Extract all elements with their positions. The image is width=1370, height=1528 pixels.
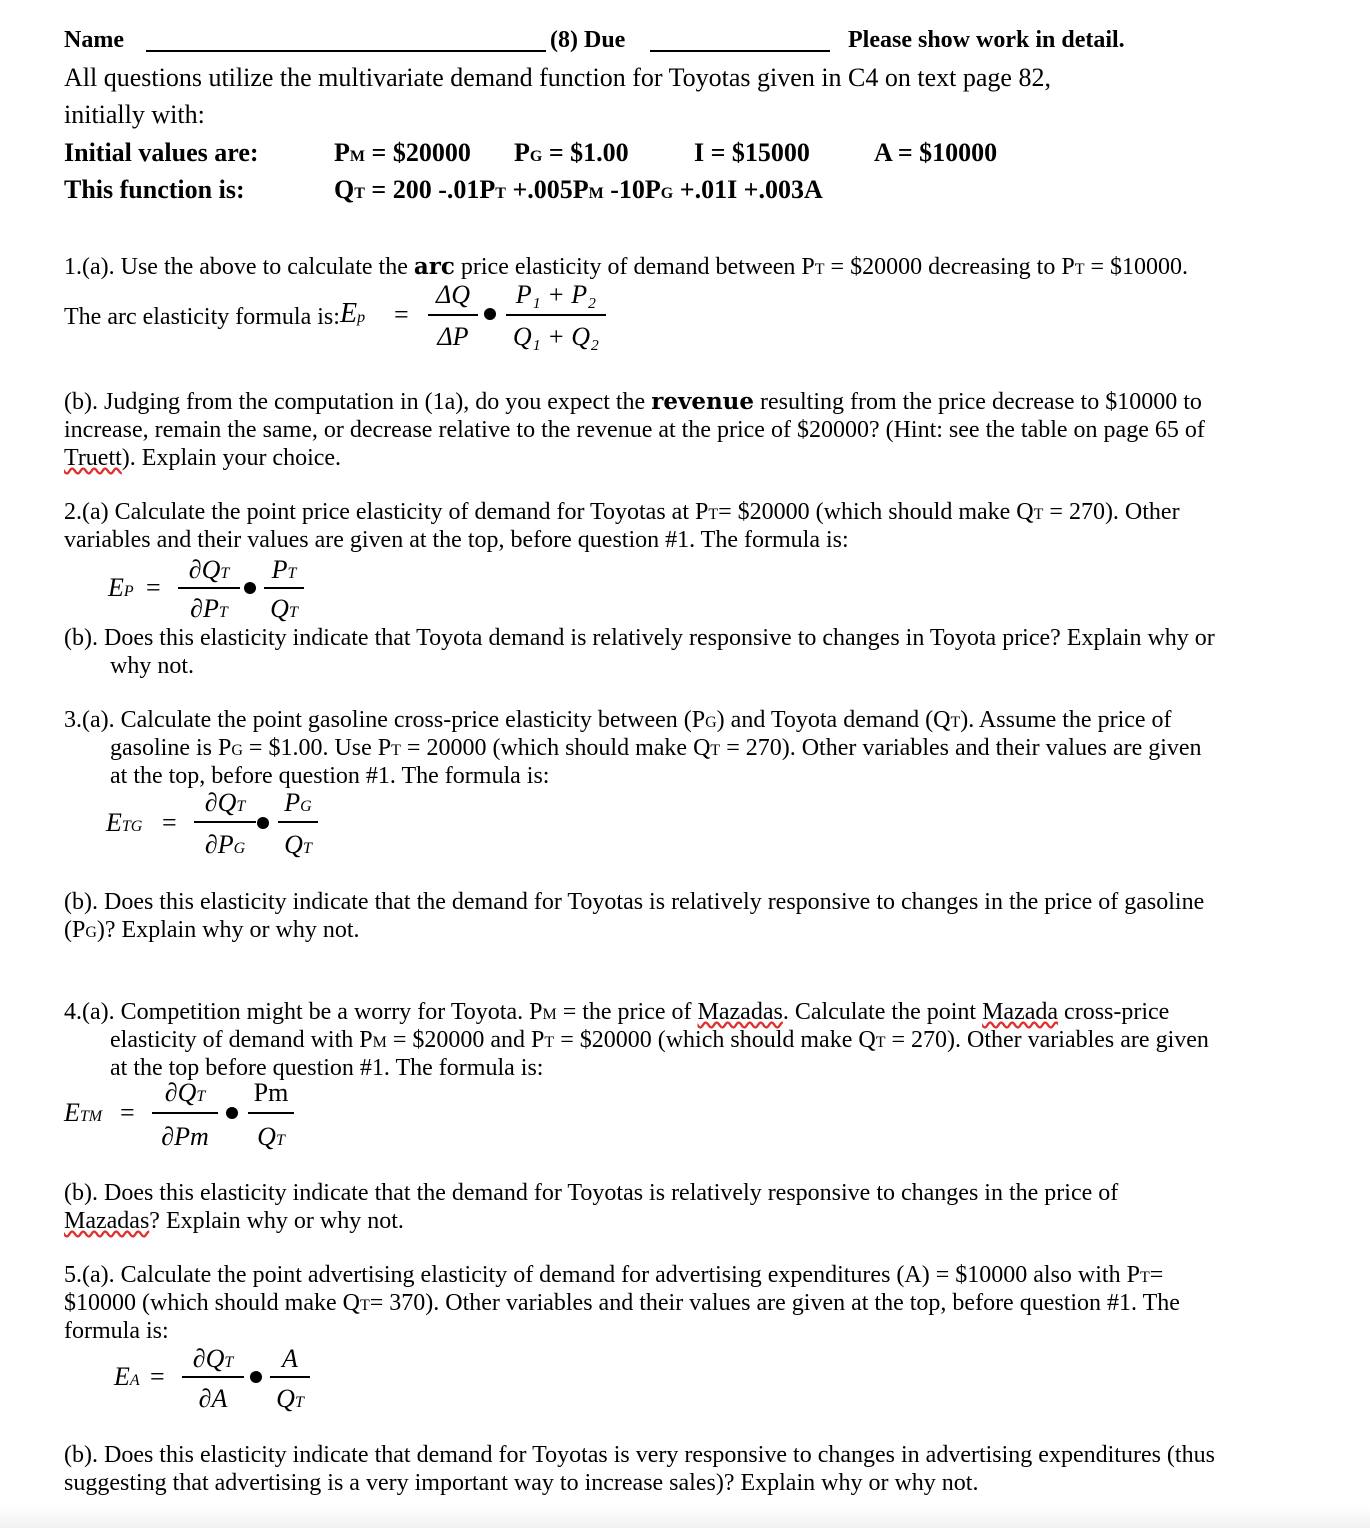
q1a-text: 1.(a). Use the above to calculate the arc price elasticity of demand between PT = $20000 decreasing to PT = $10000. <box>64 253 1189 280</box>
adv-formula-lhs: EA <box>114 1362 140 1391</box>
name-blank-line <box>146 50 546 52</box>
arc-num1: ΔQ <box>435 280 471 309</box>
q5a-line-3: formula is: <box>64 1318 169 1344</box>
arc-den2: Q₁ + Q₂ <box>512 322 600 351</box>
gas-den2: QT <box>284 830 312 859</box>
arc-bar1 <box>428 314 478 316</box>
arc-formula-label: The arc elasticity formula is: <box>64 304 340 330</box>
point-num1: ∂QT <box>188 555 230 584</box>
arc-formula-lhs: Ep <box>340 298 366 329</box>
gas-multiply-dot <box>257 817 269 829</box>
q1b-line-2: increase, remain the same, or decrease relative to the revenue at the price of $20000? (Hint: see the table on page 65 of <box>64 417 1205 443</box>
point-num2: PT <box>271 555 297 584</box>
point-bar2 <box>264 587 304 589</box>
arc-den1: ΔP <box>437 322 469 351</box>
adv-bar1 <box>182 1376 244 1378</box>
point-formula-lhs: EP <box>108 573 134 602</box>
q1b-line-1: (b). Judging from the computation in (1a), do you expect the revenue resulting from the price decrease to $10000 to <box>64 388 1202 415</box>
q1b-line-3: Truett). Explain your choice. <box>64 445 342 471</box>
mazda-bar2 <box>248 1112 294 1114</box>
gas-formula-lhs: ETG <box>106 808 143 837</box>
q2a-line-1: 2.(a) Calculate the point price elasticity of demand for Toyotas at PT= $20000 (which should make QT = 270). Other <box>64 499 1180 525</box>
due-label: (8) Due <box>550 27 626 53</box>
pg-value: PG = $1.00 <box>514 138 629 167</box>
initial-values-label: Initial values are: <box>64 138 259 167</box>
instruction-text: Please show work in detail. <box>848 27 1125 53</box>
arc-formula-equals: = <box>394 300 409 329</box>
page-bottom-edge <box>0 1506 1370 1528</box>
mazda-den1: ∂Pm <box>161 1122 209 1151</box>
point-multiply-dot <box>244 582 256 594</box>
q2b-line-1: (b). Does this elasticity indicate that Toyota demand is relatively responsive to changes in Toyota price? Explain why or <box>64 625 1215 651</box>
function-label: This function is: <box>64 175 245 204</box>
arc-num2: P₁ + P₂ <box>515 280 597 309</box>
q4b-line-1: (b). Does this elasticity indicate that the demand for Toyotas is relatively responsive to changes in the price of <box>64 1180 1119 1206</box>
adv-den1: ∂A <box>198 1384 228 1413</box>
q2a-line-2: variables and their values are given at the top, before question #1. The formula is: <box>64 527 849 553</box>
gas-formula-equals: = <box>162 808 177 837</box>
q3a-line-2: gasoline is PG = $1.00. Use PT = 20000 (which should make QT = 270). Other variables and their values are given <box>110 735 1202 761</box>
advertising-value: A = $10000 <box>874 138 998 167</box>
q5b-line-2: suggesting that advertising is a very important way to increase sales)? Explain why or why not. <box>64 1470 979 1496</box>
q5a-line-1: 5.(a). Calculate the point advertising elasticity of demand for advertising expenditures (A) = $10000 also with PT= <box>64 1262 1164 1288</box>
mazda-den2: QT <box>257 1122 285 1151</box>
gas-den1: ∂PG <box>204 830 246 859</box>
mazda-formula-equals: = <box>120 1098 135 1127</box>
q4a-line-3: at the top before question #1. The formula is: <box>110 1055 544 1081</box>
gas-num1: ∂QT <box>204 788 246 817</box>
mazda-bar1 <box>152 1112 218 1114</box>
point-bar1 <box>178 587 240 589</box>
intro-line-1: All questions utilize the multivariate demand function for Toyotas given in C4 on text page 82, <box>64 63 1051 92</box>
pm-value: PM = $20000 <box>334 138 471 167</box>
income-value: I = $15000 <box>694 138 810 167</box>
name-label: Name <box>64 27 124 53</box>
adv-num2: A <box>282 1344 298 1373</box>
gas-num2: PG <box>284 788 312 817</box>
q4a-line-1: 4.(a). Competition might be a worry for Toyota. PM = the price of Mazadas. Calculate the point Mazada cross-price <box>64 999 1170 1025</box>
q5b-line-1: (b). Does this elasticity indicate that demand for Toyotas is very responsive to changes in advertising expenditures (thus <box>64 1442 1215 1468</box>
mazda-num2: Pm <box>253 1078 289 1107</box>
point-formula-equals: = <box>146 573 161 602</box>
demand-function: QT = 200 -.01PT +.005PM -10PG +.01I +.003A <box>334 175 823 204</box>
q4a-line-2: elasticity of demand with PM = $20000 and PT = $20000 (which should make QT = 270). Other variables are given <box>110 1027 1209 1053</box>
q2b-line-2: why not. <box>110 653 194 679</box>
intro-line-2: initially with: <box>64 100 205 129</box>
adv-bar2 <box>270 1376 310 1378</box>
mazda-num1: ∂QT <box>164 1078 206 1107</box>
point-den2: QT <box>270 594 298 623</box>
adv-den2: QT <box>276 1384 304 1413</box>
due-blank-line <box>650 50 830 52</box>
adv-formula-equals: = <box>150 1362 165 1391</box>
mazda-formula-lhs: ETM <box>64 1098 103 1127</box>
adv-multiply-dot <box>250 1371 262 1383</box>
q5a-line-2: $10000 (which should make QT= 370). Other variables and their values are given at the top, before question #1. The <box>64 1290 1180 1316</box>
adv-num1: ∂QT <box>192 1344 234 1373</box>
q3a-line-3: at the top, before question #1. The formula is: <box>110 763 550 789</box>
gas-bar2 <box>278 821 318 823</box>
q3b-line-2: (PG)? Explain why or why not. <box>64 917 360 943</box>
q3b-line-1: (b). Does this elasticity indicate that the demand for Toyotas is relatively responsive to changes in the price of gasoline <box>64 889 1205 915</box>
arc-multiply-dot <box>484 308 496 320</box>
gas-bar1 <box>194 821 256 823</box>
point-den1: ∂PT <box>190 594 228 623</box>
mazda-multiply-dot <box>226 1107 238 1119</box>
q3a-line-1: 3.(a). Calculate the point gasoline cross-price elasticity between (PG) and Toyota demand (QT). Assume the price of <box>64 707 1172 733</box>
q4b-line-2: Mazadas? Explain why or why not. <box>64 1208 404 1234</box>
arc-bar2 <box>506 314 606 316</box>
